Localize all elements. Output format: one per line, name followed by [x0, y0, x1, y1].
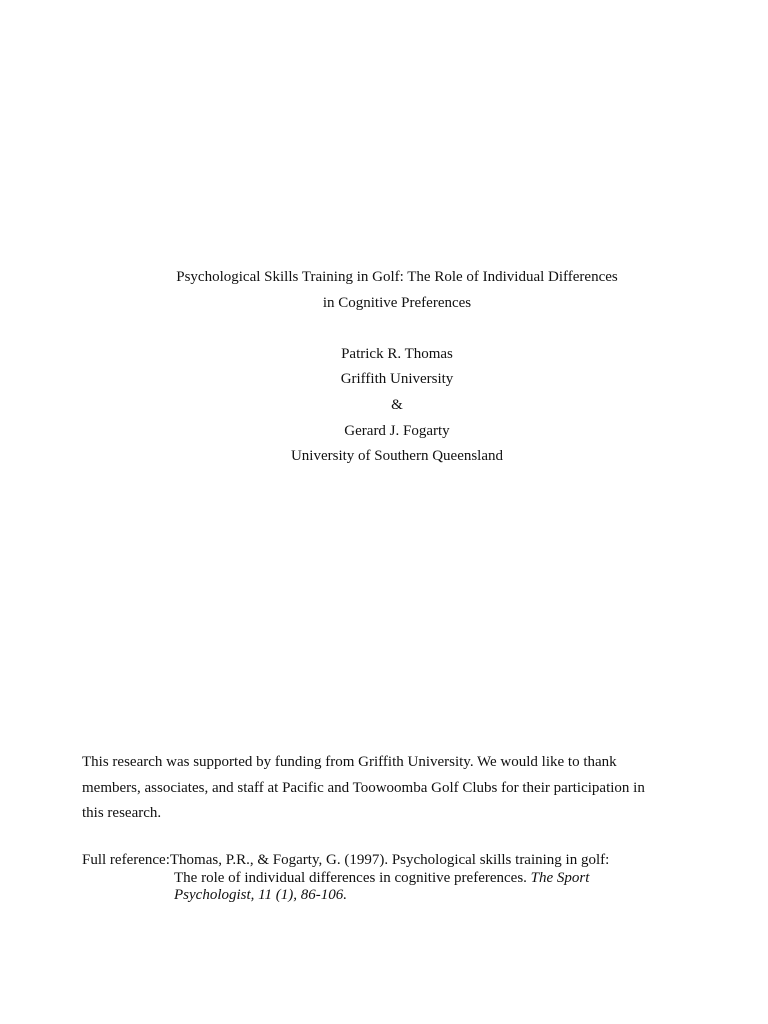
author-1-name: Patrick R. Thomas [341, 345, 453, 362]
author-separator: & [391, 396, 403, 413]
title-page-block [0, 265, 768, 470]
reference-row-3: Psychologist, 11 (1), 86-106. [174, 887, 348, 903]
author-1-affiliation: Griffith University [340, 371, 454, 388]
paper-title-line-2: in Cognitive Preferences [322, 294, 472, 311]
spacer [0, 316, 768, 342]
acknowledgement-line-2: members, associates, and staff at Pacific and Toowoomba Golf Clubs for their participation in [82, 779, 645, 796]
reference-line-1: Thomas, P.R., & Fogarty, G. (1997). Psychological skills training in golf: [169, 852, 610, 868]
acknowledgement-line-1: This research was supported by funding from Griffith University. We would like to thank [82, 754, 617, 770]
author-2-name: Gerard J. Fogarty [344, 422, 450, 439]
acknowledgement-line-3: this research. [82, 805, 162, 822]
reference-line-2-plain: The role of individual differences in cognitive preferences. [174, 869, 531, 886]
author-2-affiliation: University of Southern Queensland [290, 448, 504, 465]
acknowledgement-paragraph [82, 750, 682, 827]
reference-row-1 [82, 852, 682, 870]
paper-title-line-1: Psychological Skills Training in Golf: The Role of Individual Differences [176, 269, 618, 285]
reference-journal-name: The Sport [530, 869, 590, 886]
reference-row-2 [82, 870, 682, 888]
full-reference [82, 852, 682, 905]
reference-label: Full reference: [82, 852, 170, 868]
